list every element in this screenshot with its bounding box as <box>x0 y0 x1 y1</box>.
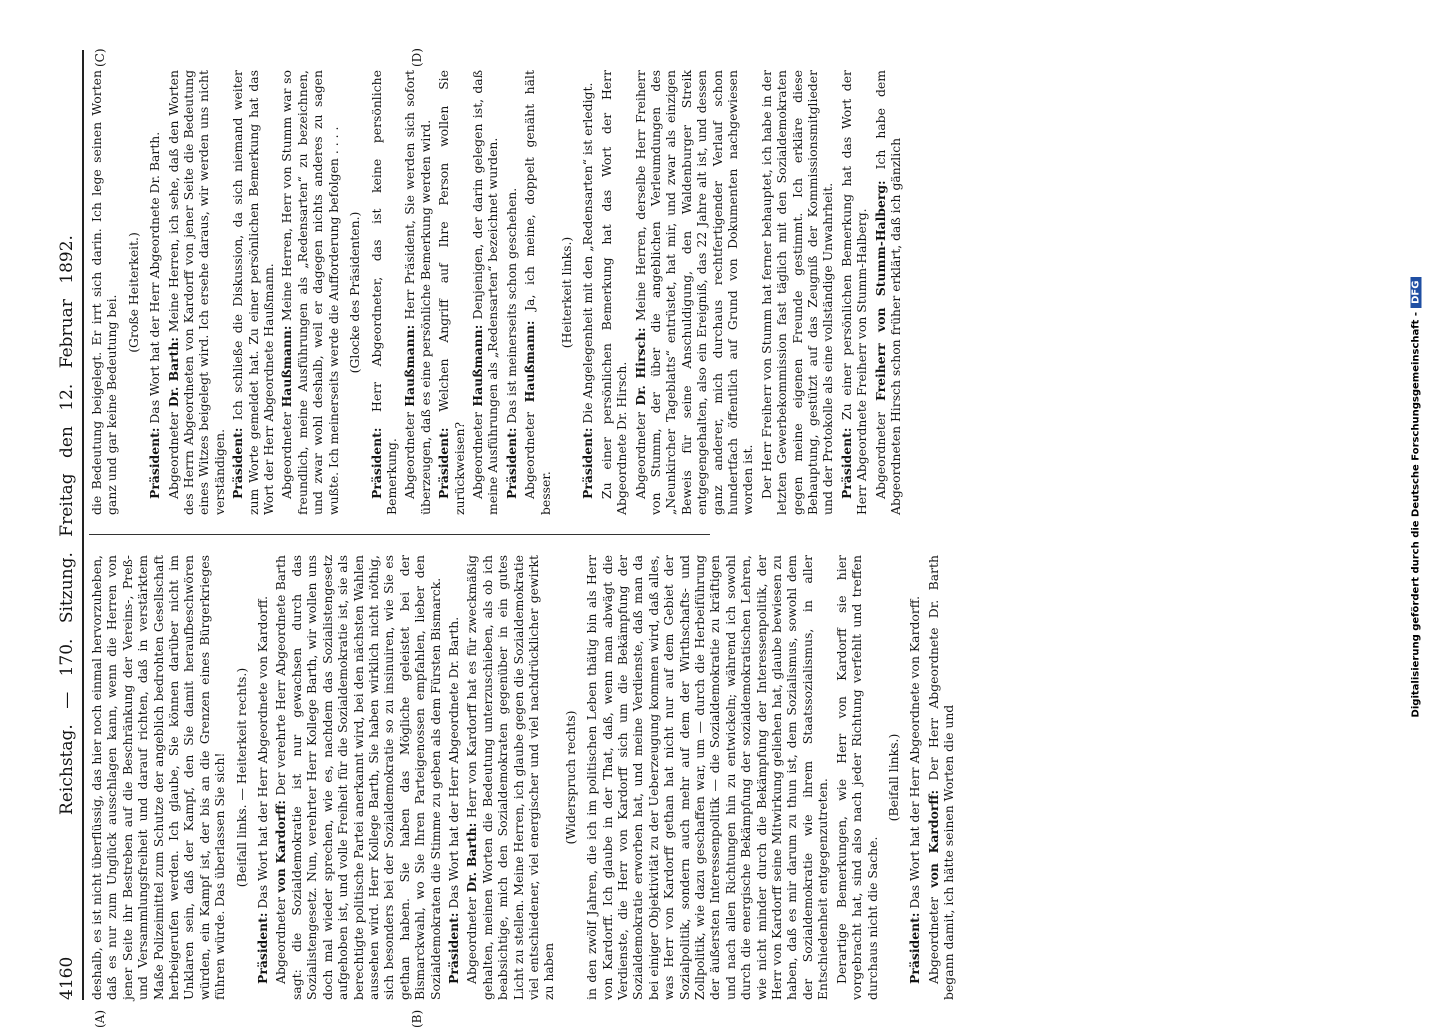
paragraph: Präsident: Zu einer persönlichen Bemerkung hat das Wort der Herr Abgeordnete Freiherr von Stumm-Halberg. <box>838 70 870 515</box>
speaker: Präsident: <box>838 427 854 499</box>
paragraph: Abgeordneter Dr. Barth: Herr von Kardorff hat es für zweckmäßig gehalten, meinen Worten die Bedeutung unterzuschieben, als ob ich beabsichtige, mich den Sozialdemokraten gegenüber in ein gutes Licht zu stellen. Meine Herren, ich glaube gegen die Sozialdemokratie viel entschiedener, viel energischer und viel nachdrücklicher gewirkt zu haben <box>464 555 557 1000</box>
paragraph: Abgeordneter Haußmann: Ja, ich meine, doppelt genäht hält besser. <box>522 70 553 515</box>
page-number: 4160 <box>57 956 77 1000</box>
speaker: Präsident: <box>368 427 384 499</box>
paragraph: Präsident: Welchen Angriff auf Ihre Person wollen Sie zurückweisen? <box>436 70 467 515</box>
speaker: Präsident: <box>580 427 596 499</box>
remark: (Heiterkeit links.) <box>558 236 574 349</box>
speaker: Präsident: <box>503 427 519 499</box>
page-header <box>55 50 81 1000</box>
digitization-credit <box>1411 67 1422 927</box>
speaker: Präsident: <box>907 912 923 984</box>
speaker: von Kardorff: <box>925 789 941 888</box>
paragraph: Derartige Bemerkungen, wie Herr von Kardorff sie hier vorgebracht hat, sind also nach jeder Richtung verfehlt und treffen durchaus nicht die Sache. <box>833 555 880 1000</box>
speaker: Dr. Hirsch: <box>632 327 648 406</box>
paragraph: Abgeordneter Dr. Hirsch: Meine Herren, derselbe Herr Freiherr von Stumm, der über die angeblichen Verleumdungen des „Neunkircher Tageblatts“ entrüstet, hat mir, und zwar als einzigen Beweis für seine Anschuldigung, den Waldenburger Streik entgegengehalten, also ein Ereigniß, das 22 Jahre alt ist, und dessen ganz anderer, mich durchaus rechtfertigender Verlauf schon hundertfach öffentlich auf Grund von Dokumenten nachgewiesen worden ist. <box>632 70 756 515</box>
remark: (Glocke des Präsidenten.) <box>347 211 363 374</box>
paragraph: Abgeordneter von Kardorff: Der Herr Abgeordnete Dr. Barth begann damit, ich hätte seinen Worten die und <box>925 555 957 1000</box>
running-title: Reichstag. — 170. Sitzung. Freitag den 12. Februar 1892. <box>57 235 77 815</box>
margin-letter-a: (A) <box>93 1009 107 1028</box>
left-column <box>89 555 957 1000</box>
paragraph: Zu einer persönlichen Bemerkung hat das Wort der Herr Abgeordnete Dr. Hirsch. <box>598 70 630 515</box>
paragraph: Präsident: Herr Abgeordneter, das ist keine persönliche Bemerkung. <box>368 70 399 515</box>
margin-letter-d: (D) <box>410 48 424 67</box>
dfg-logo: DFG <box>1411 277 1422 308</box>
paragraph: Abgeordneter Haußmann: Meine Herren, Herr von Stumm war so freundlich, meine Ausführungen als „Redensarten“ zu bezeichnen, und zwar wohl deshalb, weil er dagegen nichts anderes zu sagen wußte. Ich meinerseits werde die Aufforderung befolgen . . . . <box>279 70 341 515</box>
remark: (Große Heiterkeit.) <box>125 232 141 353</box>
paragraph: Präsident: Das Wort hat der Herr Abgeordnete von Kardorff. <box>255 595 271 984</box>
speaker: Freiherr von Stumm-Halberg: <box>872 180 888 401</box>
paragraph: Abgeordneter Haußmann: Herr Präsident, Sie werden sich sofort überzeugen, daß es eine persönliche Bemerkung werden wird. <box>402 70 433 515</box>
paragraph: Präsident: Die Angelegenheit mit den „Redensarten“ ist erledigt. <box>580 82 596 499</box>
paragraph: Abgeordneter Dr. Barth: Meine Herren, ich sehe, daß den Worten des Herrn Abgeordneten von Kardorff von jener Seite die Bedeutung eines Witzes beigelegt wird. Ich ersehe daraus, wir werden uns nicht verständigen. <box>165 70 227 515</box>
paragraph: Präsident: Das Wort hat der Herr Abgeordnete Dr. Barth. <box>445 616 461 984</box>
speaker: Dr. Barth: <box>464 822 480 893</box>
remark: (Widerspruch rechts) <box>562 710 578 845</box>
rotated-page <box>55 48 957 1028</box>
speaker: Haußmann: <box>279 325 295 408</box>
speaker: Dr. Barth: <box>165 337 181 408</box>
margin-letter-c: (C) <box>93 48 107 67</box>
paragraph: Abgeordneter Haußmann: Denjenigen, der darin gelegen ist, daß meine Ausführungen als „Redensarten“ bezeichnet wurden. <box>469 70 501 515</box>
paragraph: in den zwölf Jahren, die ich im politischen Leben thätig bin als Herr von Kardorff. Ich glaube in der That, daß, wenn man abwägt die Verdienste, die Herr von Kardorff sich um die Bekämpfung der Sozialdemokratie erworben hat, und meine Verdienste, daß man da bei einiger Objektivität zu der Ueberzeugung kommen wird, daß alles, was Herr von Kardorff gethan hat nicht nur auf dem Gebiet der Sozialpolitik, sondern auch mehr auf dem der Wirthschafts- und Zollpolitik, wie dazu geschaffen war, um — durch die Herbeiführung der äußersten Interessenpolitik — die Sozialdemokratie zu kräftigen und nach allen Richtungen hin zu entwickeln; während ich sowohl durch die energische Bekämpfung der sozialdemokratischen Lehren, wie nicht minder durch die Bekämpfung der Interessenpolitik, der Herr von Kardorff seine Mitwirkung geliehen hat, glaube bewiesen zu haben, daß es mir darum zu thun ist, dem Sozialismus, sowohl dem der Sozialdemokratie wie ihrem Staatssozialismus, in aller Entschiedenheit entgegenzutreten. <box>584 555 831 1000</box>
right-column <box>89 70 904 515</box>
speaker: Haußmann: <box>402 324 418 407</box>
paragraph: Abgeordneter Freiherr von Stumm-Halberg: Ich habe dem Abgeordneten Hirsch schon früher erklärt, daß ich gänzlich <box>872 70 904 515</box>
paragraph: Präsident: Das ist meinerseits schon geschehen. <box>503 187 519 499</box>
remark: (Beifall links.) <box>885 733 901 822</box>
speaker: Haußmann: <box>522 320 538 403</box>
paragraph: die Bedeutung beigelegt. Er irrt sich darin. Ich lege seinen Worten ganz und gar keine Bedeutung bei. <box>89 70 120 515</box>
speaker: von Kardorff: <box>273 799 289 893</box>
paragraph: Abgeordneter von Kardorff: Der verehrte Herr Abgeordnete Barth sagt: die Sozialdemokratie ist nur gewachsen durch das Sozialistengesetz. Nun, verehrter Herr Kollege Barth, wir wollen uns doch mal wieder sprechen, wie es, nachdem das Sozialistengesetz aufgehoben ist, und volle Freiheit für die Sozialdemokratie ist, sie als berechtigte politische Partei anerkannt wird, bei den nächsten Wahlen aussehen wird. Herr Kollege Barth, Sie haben wirklich nicht nöthig, sich besonders bei der Sozialdemokratie so zu insinuiren, wie Sie es gethan haben. Sie haben das Mögliche geleistet bei der Bismarckwahl, wo Sie Ihren Parteigenossen empfahlen, lieber den Sozialdemokraten die Stimme zu geben als dem Fürsten Bismarck. <box>273 555 443 1000</box>
column-divider <box>89 534 710 535</box>
speaker: Haußmann: <box>469 324 485 407</box>
remark: (Beifall links. — Heiterkeit rechts.) <box>233 667 249 888</box>
paragraph: Der Herr Freiherr von Stumm hat ferner behauptet, ich habe in der letzten Gewerbekommission fast täglich mit den Sozialdemokraten gegen meine eigenen Freunde gestimmt. Ich erkläre diese Behauptung, gestützt auf das Zeugniß der Kommissionsmitglieder und der Protokolle als eine vollständige Unwahrheit. <box>758 70 836 515</box>
paragraph: deshalb, es ist nicht überflüssig, das hier noch einmal hervorzuheben, daß es nur zum Unglück ausschlagen kann, wenn die Herren von jener Seite ihr Bestreben auf die Beschränkung der Vereins-, Preß- und Versammlungsfreiheit und darauf richten, daß in verstärktem Maße Polizeimittel zum Schutze der angeblich bedrohten Gesellschaft herbeigerufen werden. Ich glaube, Sie können darüber nicht im Unklaren sein, daß der Kampf, den Sie damit heraufbeschwören würden, ein Kampf ist, der bis an die Grenzen eines Bürgerkrieges führen würde. Das überlassen Sie sich! <box>89 555 228 1000</box>
speaker: Präsident: <box>255 912 271 984</box>
header-rule <box>82 50 84 1000</box>
speaker: Präsident: <box>436 427 452 499</box>
margin-letter-b: (B) <box>410 1009 424 1028</box>
speaker: Präsident: <box>445 912 461 984</box>
speaker: Präsident: <box>230 427 246 499</box>
speaker: Präsident: <box>147 427 163 499</box>
credit-text: Digitalisierung gefördert durch die Deutsche Forschungsgemeinschaft - <box>1410 311 1422 718</box>
paragraph: Präsident: Das Wort hat der Herr Abgeordnete Dr. Barth. <box>147 131 163 499</box>
paragraph: Präsident: Ich schließe die Diskussion, da sich niemand weiter zum Worte gemeldet hat. Zu einer persönlichen Bemerkung hat das Wort der Herr Abgeordnete Haußmann. <box>230 70 277 515</box>
paragraph: Präsident: Das Wort hat der Herr Abgeordnete von Kardorff. <box>907 595 923 984</box>
